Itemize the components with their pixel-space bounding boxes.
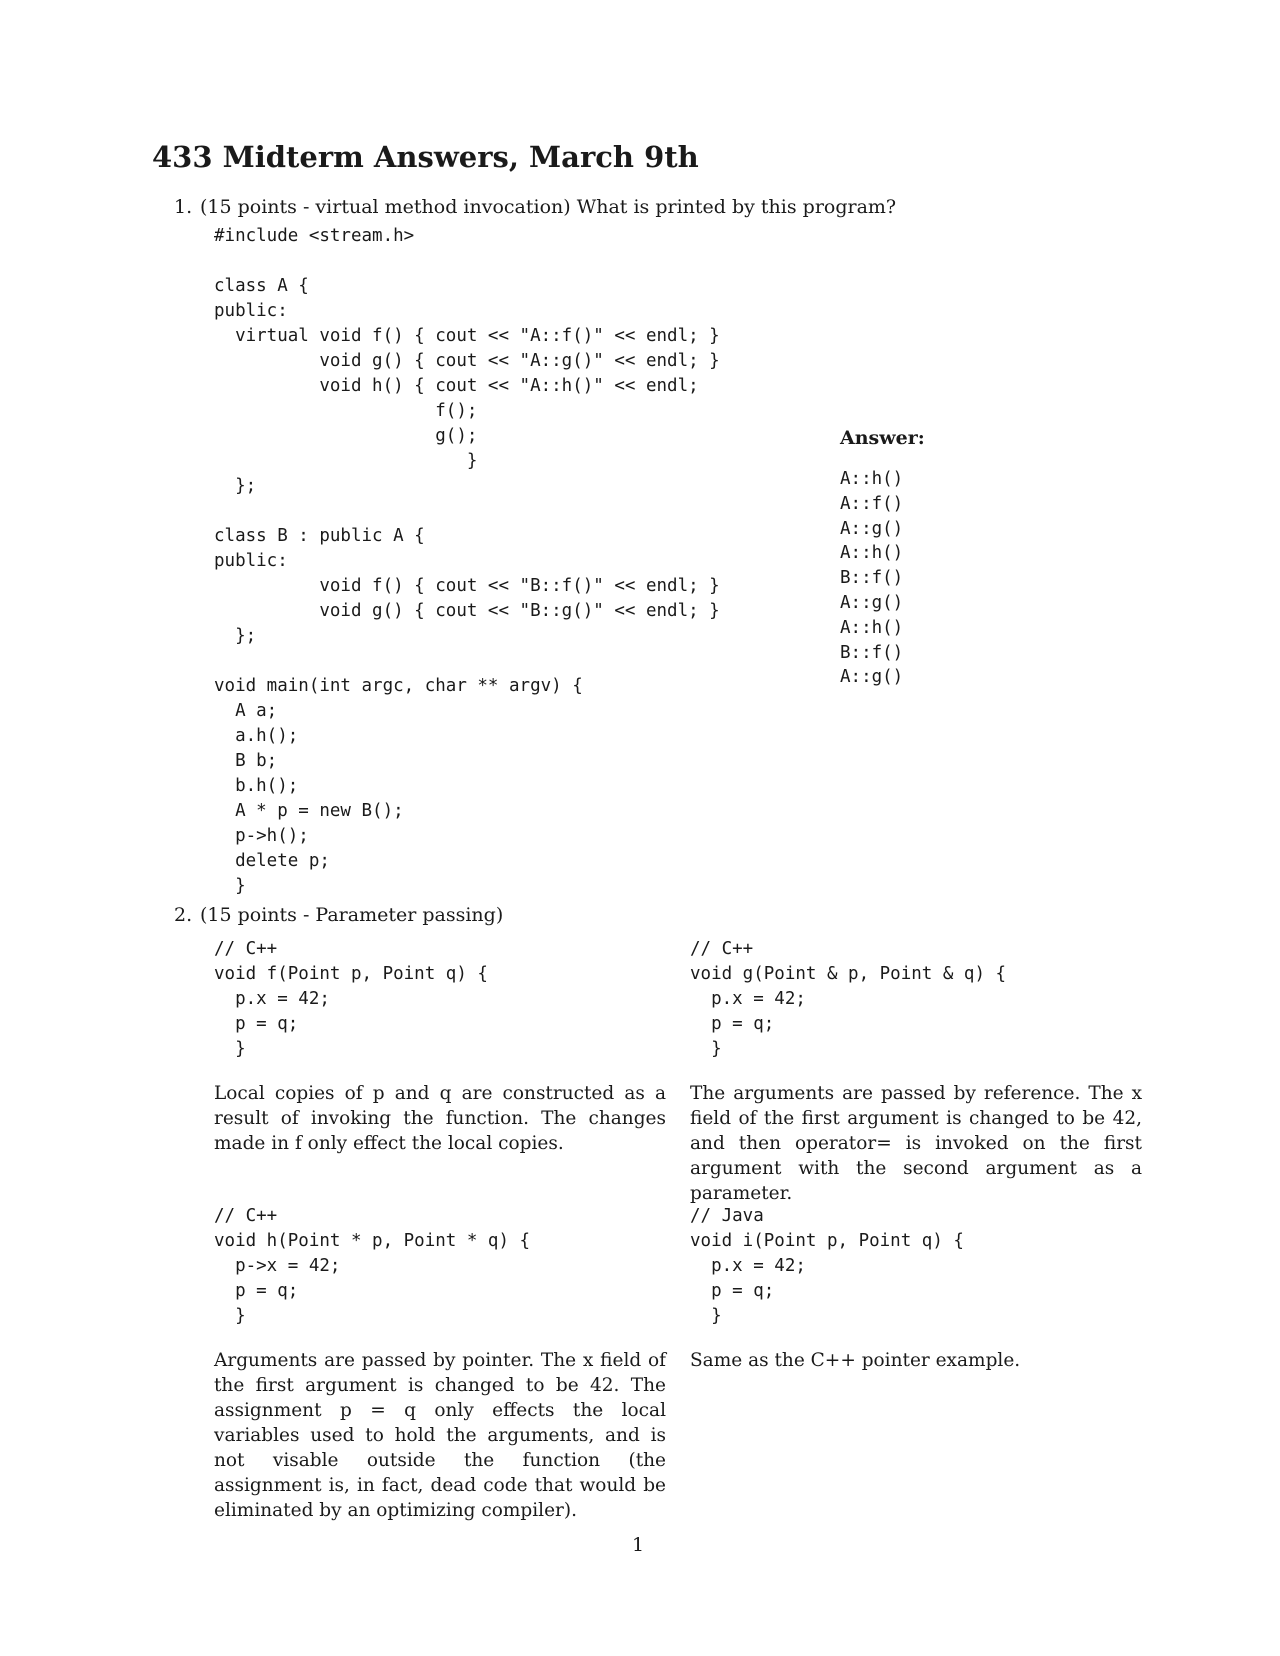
code-line: class B : public A { [214,526,425,546]
code-line: p = q; [690,1281,775,1301]
code-line: p->x = 42; [214,1256,341,1276]
code-line: b.h(); [214,776,299,796]
code-line: a.h(); [214,726,299,746]
code-line: } [214,876,246,896]
code-line: // C++ [214,1206,278,1226]
code-line: public: [214,551,288,571]
code-line: }; [214,626,257,646]
code-line: } [690,1306,722,1326]
code-block-g [690,937,1006,1062]
question-2-text: (15 points - Parameter passing) [200,904,504,926]
question-2-number: 2. [174,904,193,926]
code-line: public: [214,301,288,321]
code-line: // C++ [690,939,754,959]
code-line [214,649,720,674]
code-line: p = q; [214,1014,299,1034]
question-1-heading [174,196,896,218]
code-line: void main(int argc, char ** argv) { [214,676,583,696]
code-line: } [214,1306,246,1326]
code-line: virtual void f() { cout << "A::f()" << endl; } [214,326,720,346]
answer-line: A::h() [840,617,904,638]
answer-line: B::f() [840,642,904,663]
explanation-g: The arguments are passed by reference. The x field of the first argument is changed to be 42, and then operator= is invoked on the first argument with the second argument as a parameter. [690,1083,1142,1204]
code-line: p->h(); [214,826,309,846]
code-line: f(); [214,401,478,421]
code-line: delete p; [214,851,330,871]
question-2-heading [174,904,503,926]
answer-line: A::g() [840,667,904,688]
code-line: class A { [214,276,309,296]
code-line: g(); [214,426,478,446]
explanation-i: Same as the C++ pointer example. [690,1350,1021,1371]
code-line: p.x = 42; [214,989,330,1009]
code-block-f [214,937,488,1062]
code-line: A * p = new B(); [214,801,404,821]
question-1-number: 1. [174,196,193,218]
code-line: } [214,451,478,471]
code-line: void g() { cout << "A::g()" << endl; } [214,351,720,371]
code-line: // Java [690,1206,764,1226]
code-line: void f(Point p, Point q) { [214,964,488,984]
code-line: } [214,1039,246,1059]
answer-line: A::h() [840,543,904,564]
code-line: A a; [214,701,278,721]
question-1-code [214,224,720,899]
question-1-text: (15 points - virtual method invocation) What is printed by this program? [200,196,897,218]
code-line: void h(Point * p, Point * q) { [214,1231,531,1251]
page-number: 1 [632,1534,645,1556]
code-block-h [214,1204,530,1329]
code-line: void f() { cout << "B::f()" << endl; } [214,576,720,596]
code-line: }; [214,476,257,496]
code-line [214,499,720,524]
code-line: void i(Point p, Point q) { [690,1231,964,1251]
code-line: B b; [214,751,278,771]
code-line: p.x = 42; [690,989,806,1009]
code-line: void g(Point & p, Point & q) { [690,964,1007,984]
answer-line: A::g() [840,518,904,539]
code-line: } [690,1039,722,1059]
code-line: void g() { cout << "B::g()" << endl; } [214,601,720,621]
code-line: p.x = 42; [690,1256,806,1276]
answer-line: A::h() [840,469,904,489]
answer-line: A::f() [840,493,904,514]
code-line: p = q; [214,1281,299,1301]
code-line: void h() { cout << "A::h()" << endl; [214,376,699,396]
explanation-f: Local copies of p and q are constructed as a result of invoking the function. The changes made in f only effect the local copies. [214,1083,666,1154]
code-line: // C++ [214,939,278,959]
answer-output [840,467,903,690]
explanation-h: Arguments are passed by pointer. The x field of the first argument is changed to be 42. The assignment p = q only effects the local variables used to hold the arguments, and is not visable outside the function (the assignment is, in fact, dead code that would be eliminated by an optimizing compiler). [214,1350,666,1521]
code-line [214,249,720,274]
answer-line: A::g() [840,592,904,613]
answer-line: B::f() [840,568,904,589]
code-block-i [690,1204,964,1329]
page-title: 433 Midterm Answers, March 9th [152,140,699,174]
code-line: #include <stream.h> [214,226,415,246]
answer-label: Answer: [840,427,925,449]
code-line: p = q; [690,1014,775,1034]
